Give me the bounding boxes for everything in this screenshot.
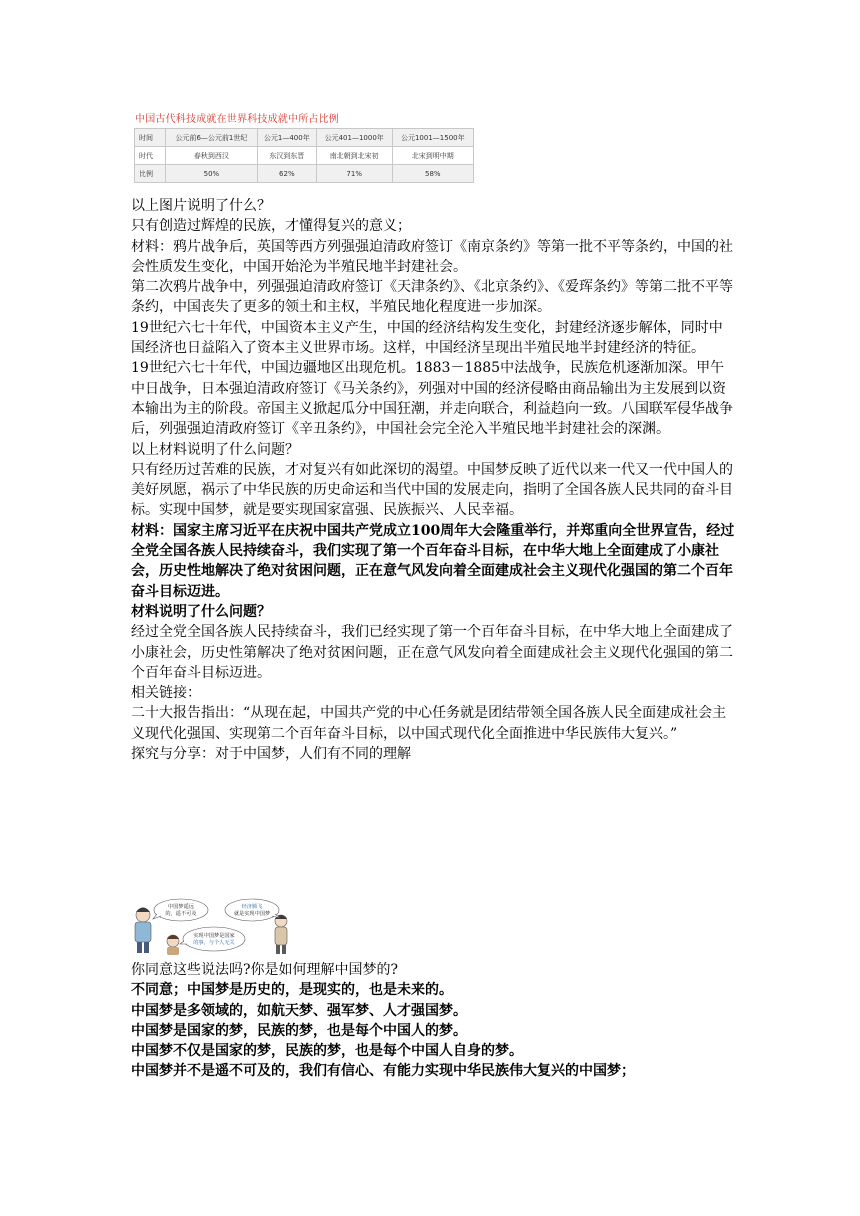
answer-text-bold: 中国梦并不是遥不可及的，我们有信心、有能力实现中华民族伟大复兴的中国梦； bbox=[131, 1063, 635, 1080]
table-cell: 东汉到东晋 bbox=[257, 147, 316, 165]
table-cell: 58% bbox=[392, 165, 473, 183]
speech-bubble-1 bbox=[153, 899, 208, 921]
material-text: 第二次鸦片战争中，列强强迫清政府签订《天津条约》、《北京条约》、《爱珲条约》等第二批不平等条约，中国丧失了更多的领土和主权，半殖民地化程度进一步加深。 bbox=[131, 279, 733, 316]
material-text: 19世纪六七十年代，中国边疆地区出现危机。1883－1885中法战争，民族危机逐渐加深。甲午中日战争，日本强迫清政府签订《马关条约》，列强对中国的经济侵略由商品输出为主发展到以资本输出为主的阶段。帝国主义掀起瓜分中国狂潮，并走向联合，利益趋向一致。八国联军侵华战争后，列强强迫清政府签订《辛丑条约》，中国社会完全沦入半殖民地半封建社会的深渊。 bbox=[131, 360, 733, 438]
table-cell: 50% bbox=[166, 165, 258, 183]
speech-bubble-2 bbox=[225, 899, 280, 921]
table-cell: 62% bbox=[257, 165, 316, 183]
answer-text-bold: 中国梦是多领域的，如航天梦、强军梦、人才强国梦。 bbox=[131, 1002, 467, 1019]
row-label: 时间 bbox=[135, 129, 166, 147]
quote-text: 二十大报告指出：“从现在起，中国共产党的中心任务就是团结带领全国各族人民全面建成社会主义现代化强国、实现第二个百年奋斗目标，以中国式现代化全面推进中华民族伟大复兴。” bbox=[131, 705, 727, 742]
person-right-icon bbox=[275, 915, 287, 954]
speech-bubble-3 bbox=[180, 927, 245, 951]
answer-text-bold: 中国梦不仅是国家的梦，民族的梦，也是每个中国人自身的梦。 bbox=[131, 1043, 523, 1060]
question-text: 以上图片说明了什么？ bbox=[131, 198, 271, 214]
body-text-2 bbox=[131, 960, 736, 1082]
explore-text: 探究与分享：对于中国梦，人们有不同的理解 bbox=[131, 746, 411, 763]
table-row bbox=[135, 165, 474, 183]
row-label: 比例 bbox=[135, 165, 166, 183]
material-text-bold: 材料：国家主席习近平在庆祝中国共产党成立100周年大会隆重举行，并郑重向全世界宣告，经过全党全国各族人民持续奋斗，我们实现了第一个百年奋斗目标，在中华大地上全面建成了小康社会，历史性地解决了绝对贫困问题，正在意气风发向着全面建成社会主义现代化强国的第二个百年奋斗目标迈进。 bbox=[131, 522, 735, 600]
answer-text-bold: 不同意；中国梦是历史的，是现实的，也是未来的。 bbox=[131, 982, 453, 999]
person-left-icon bbox=[135, 908, 151, 954]
question-text: 你同意这些说法吗?你是如何理解中国梦的? bbox=[131, 962, 399, 978]
table-cell: 南北朝到北宋初 bbox=[316, 147, 392, 165]
link-heading: 相关链接： bbox=[131, 685, 201, 702]
table-cell: 公元前6—公元前1世纪 bbox=[166, 129, 258, 147]
svg-text:的，遥不可及: 的，遥不可及 bbox=[165, 911, 197, 917]
answer-text: 只有创造过辉煌的民族，才懂得复兴的意义； bbox=[131, 218, 411, 235]
material-text: 19世纪六七十年代，中国资本主义产生，中国的经济结构发生变化，封建经济逐步解体，同时中国经济也日益陷入了资本主义世界市场。这样，中国经济呈现出半殖民地半封建经济的特征。 bbox=[131, 319, 723, 357]
question-text: 以上材料说明了什么问题？ bbox=[131, 441, 299, 458]
svg-text:经济腾飞: 经济腾飞 bbox=[241, 904, 263, 910]
material-text: 材料：鸦片战争后，英国等西方列强强迫清政府签订《南京条约》等第一批不平等条约，中国的社会性质发生变化，中国开始沦为半殖民地半封建社会。 bbox=[131, 238, 733, 275]
table-row bbox=[135, 129, 474, 147]
cartoon-illustration bbox=[129, 897, 315, 955]
svg-text:的事，与个人无关: 的事，与个人无关 bbox=[193, 940, 235, 946]
row-label: 时代 bbox=[135, 147, 166, 165]
body-text bbox=[131, 196, 736, 764]
figure-caption: 中国古代科技成就在世界科技成就中所占比例 bbox=[135, 114, 339, 125]
question-text-bold: 材料说明了什么问题？ bbox=[131, 603, 271, 620]
achievement-table bbox=[134, 128, 474, 183]
svg-text:中国梦遥远: 中国梦遥远 bbox=[168, 904, 194, 910]
table-cell: 春秋到西汉 bbox=[166, 147, 258, 165]
svg-text:实现中国梦是国家: 实现中国梦是国家 bbox=[193, 933, 235, 939]
table-cell: 公元1—400年 bbox=[257, 129, 316, 147]
table-cell: 公元1001—1500年 bbox=[392, 129, 473, 147]
answer-text: 只有经历过苦难的民族，才对复兴有如此深切的渴望。中国梦反映了近代以来一代又一代中国人的美好夙愿，祸示了中华民族的历史命运和当代中国的发展走向，指明了全国各族人民共同的奋斗目标。实现中国梦，就是要实现国家富强、民族振兴、人民幸福。 bbox=[131, 461, 733, 519]
person-bottom-icon bbox=[167, 935, 179, 955]
answer-text-bold: 中国梦是国家的梦，民族的梦，也是每个中国人的梦。 bbox=[131, 1022, 467, 1039]
answer-text: 经过全党全国各族人民持续奋斗，我们已经实现了第一个百年奋斗目标，在中华大地上全面建成了小康社会，历史性第解决了绝对贫困问题，正在意气风发向着全面建成社会主义现代化强国的第二个百年奋斗目标迈进。 bbox=[131, 624, 733, 681]
table-cell: 北宋到明中期 bbox=[392, 147, 473, 165]
svg-text:就是实现中国梦: 就是实现中国梦 bbox=[233, 911, 271, 917]
table-cell: 71% bbox=[316, 165, 392, 183]
table-row bbox=[135, 147, 474, 165]
table-cell: 公元401—1000年 bbox=[316, 129, 392, 147]
